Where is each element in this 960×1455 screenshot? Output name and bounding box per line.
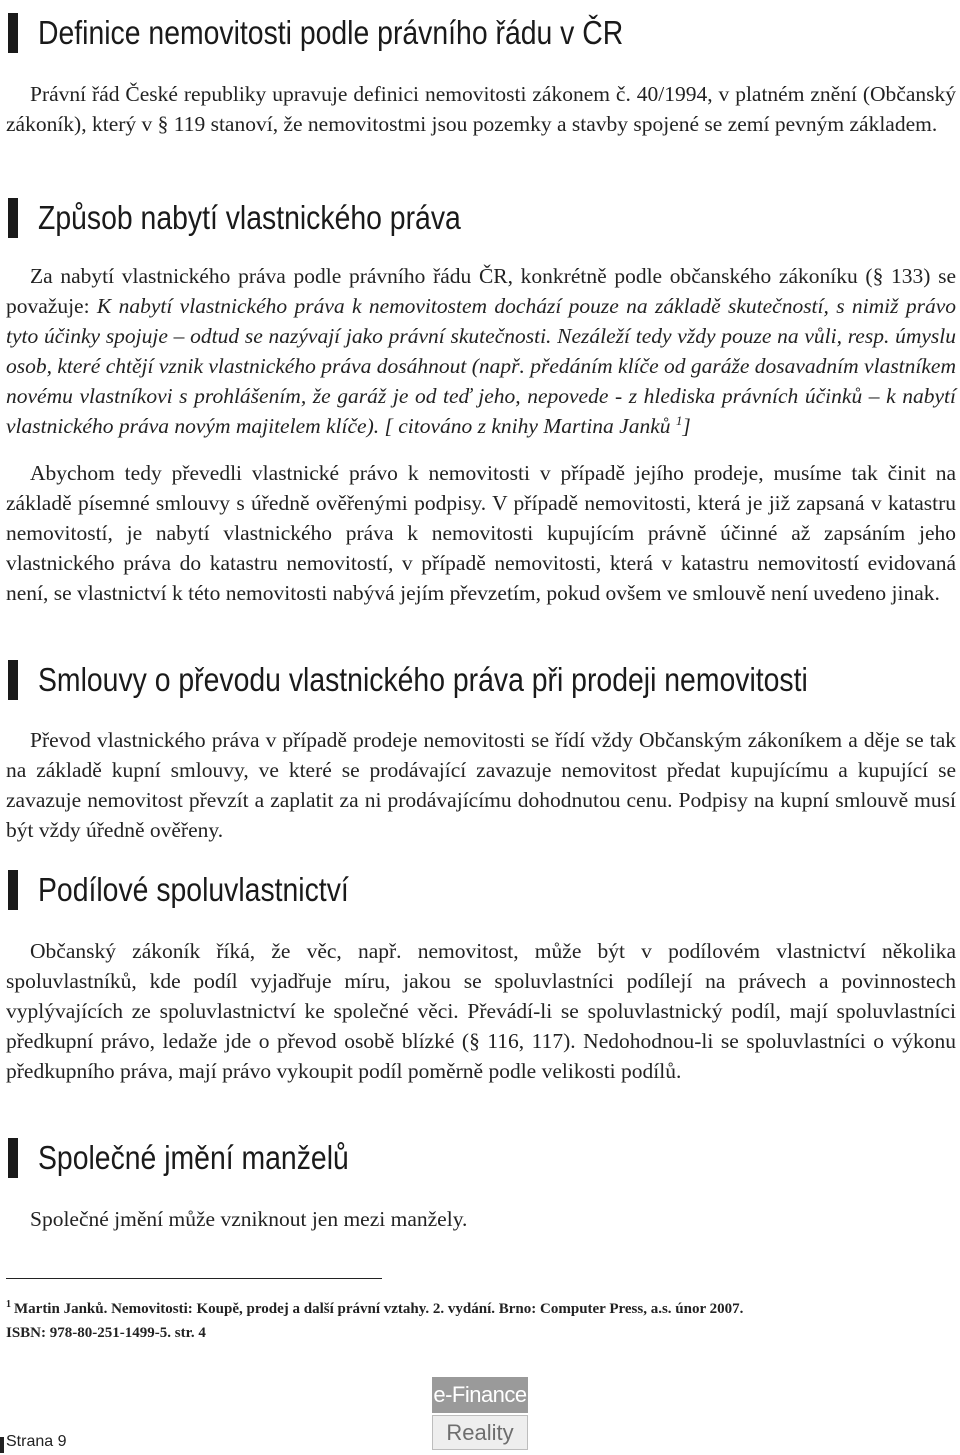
heading-bar xyxy=(8,660,18,700)
footnote-reference: 1 xyxy=(675,412,683,428)
paragraph-spolecne-jmeni: Společné jmění může vzniknout jen mezi manžely. xyxy=(30,1207,468,1231)
heading-bar xyxy=(8,1138,18,1178)
paragraph-smlouvy: Převod vlastnického práva v případě prodeje nemovitosti se řídí vždy Občanským zákoníkem a děje se tak na základě kupní smlouvy, ve které se prodávající zavazuje nemovitost předat kupujícímu a kupující se zavazuje nemovitost převzít a zaplatit za ni prodávajícímu dohodnutou cenu. Podpisy na kupní smlouvě musí být vždy úředně ověřeny. xyxy=(6,728,956,842)
logo-reality: Reality xyxy=(432,1415,528,1450)
page-number-bar xyxy=(0,1437,4,1453)
paragraph-nabyti-citace xyxy=(6,261,956,441)
heading-bar xyxy=(8,13,18,53)
footnote-line-1: Martin Janků. Nemovitosti: Koupě, prodej a další právní vztahy. 2. vydání. Brno: Computer Press, a.s. únor 2007. xyxy=(14,1301,744,1317)
logo-efinance: e-Finance xyxy=(432,1377,528,1413)
citation-quote: K nabytí vlastnického práva k nemovitostem dochází pouze na základě skutečností, s nimiž právo tyto účinky spojuje – odtud se nazývají jako právní skutečnosti. Nezáleží tedy vždy pouze na vůli, resp. úmyslu osob, které chtějí vznik vlastnického práva dosáhnout (např. předáním klíče od garáže dosavadním vlastníkem novému vlastníkovi s prohlášením, že garáž je od teď jeho, nepovede - z hlediska právních účinků – k nabytí vlastnického práva novým majitelem klíče). [ citováno z knihy Martina Janků xyxy=(6,294,957,438)
footnote xyxy=(6,1294,956,1320)
paragraph-podilove: Občanský zákoník říká, že věc, např. nemovitost, může být v podílovém vlastnictví několika spoluvlastníků, kde podíl vyjadřuje míru, jakou se spoluvlastníci podílejí na právech a povinnostech vyplývajících ze spoluvlastnictví ke společné věci. Převádí-li se spoluvlastnický podíl, mají spoluvlastníci předkupní právo, ledaže jde o převod osobě blízké (§ 116, 117). Nedohodnou-li se spoluvlastníci o výkonu předkupního práva, mají právo vykoupit podíl poměrně podle velikosti podílů. xyxy=(6,939,956,1083)
footnote-divider xyxy=(6,1278,382,1279)
heading-bar xyxy=(8,870,18,910)
footnote-isbn: ISBN: 978-80-251-1499-5. str. 4 xyxy=(6,1325,206,1341)
page-number: Strana 9 xyxy=(6,1433,67,1450)
efinance-reality-logo xyxy=(432,1377,528,1450)
citation-lead: Za nabytí vlastnického práva podle právního řádu ČR, konkrétně podle občanského zákoníku (§ 133) se považuje: xyxy=(6,264,956,318)
citation-close: ] xyxy=(682,414,691,438)
footnote-mark: 1 xyxy=(6,1299,11,1310)
paragraph-definice: Právní řád České republiky upravuje definici nemovitosti zákonem č. 40/1994, v platném znění (Občanský zákoník), který v § 119 stanoví, že nemovitostmi jsou pozemky a stavby spojené se zemí pevným základem. xyxy=(6,82,956,136)
heading-bar xyxy=(8,198,18,238)
paragraph-prevod-prava: Abychom tedy převedli vlastnické právo k nemovitosti v případě jejího prodeje, musíme tak činit na základě písemné smlouvy s úředně ověřenými podpisy. V případě nemovitosti, která je již zapsaná v katastru nemovitostí, je nabytí vlastnického práva k nemovitosti kupujícím právně účinné až zapsáním jeho vlastnického práva do katastru nemovitostí, v případě nemovitosti, která v katastru nemovitostí evidovaná není, se vlastnictví k této nemovitosti nabývá jejím převzetím, pokud ovšem ve smlouvě není uvedeno jinak. xyxy=(6,461,956,605)
